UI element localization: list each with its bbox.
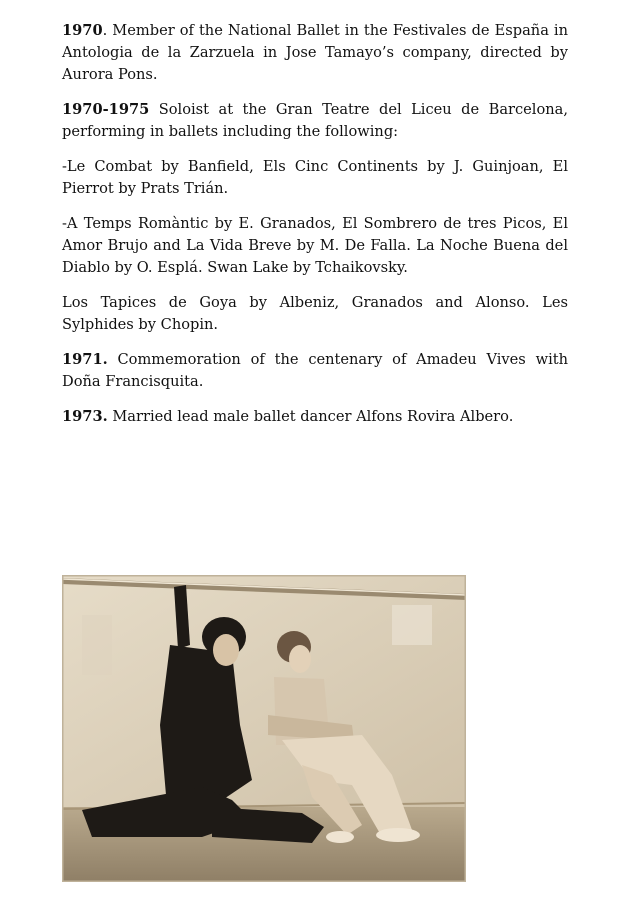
paragraph-1973 — [62, 406, 568, 428]
paragraph-text: Married lead male ballet dancer Alfons Rovira Albero. — [107, 408, 514, 425]
male-dancer-face — [213, 634, 239, 666]
document-page — [62, 20, 568, 441]
ballet-dancers-photo — [62, 575, 466, 882]
year-label: 1970 — [62, 22, 103, 39]
year-label: 1970-1975 — [62, 101, 150, 118]
paragraph-text: -A Temps Romàntic by E. Granados, El Sombrero de tres Picos, El Amor Brujo and La Vida Breve by M. De Falla. La Noche Buena del Diablo by O. Esplá. Swan Lake by Tchaikovsky. — [62, 215, 568, 276]
paragraph-text: Soloist at the Gran Teatre del Liceu de Barcelona, performing in ballets including the following: — [62, 101, 568, 140]
photo-illustration — [62, 575, 466, 882]
year-label: 1971. — [62, 351, 108, 368]
paragraph-text: . Member of the National Ballet in the Festivales de España in Antologia de la Zarzuela in Jose Tamayo’s company, directed by Aurora Pons. — [62, 22, 568, 83]
paragraph-ballets-2 — [62, 213, 568, 279]
year-label: 1973. — [62, 408, 108, 425]
paragraph-ballets-1 — [62, 156, 568, 200]
paragraph-text: Los Tapices de Goya by Albeniz, Granados and Alonso. Les Sylphides by Chopin. — [62, 294, 568, 333]
paragraph-text: Commemoration of the centenary of Amadeu Vives with Doña Francisquita. — [62, 351, 568, 390]
paragraph-1971 — [62, 349, 568, 393]
paragraph-1970-1975 — [62, 99, 568, 143]
paragraph-1970 — [62, 20, 568, 86]
paragraph-text: -Le Combat by Banfield, Els Cinc Continents by J. Guinjoan, El Pierrot by Prats Trián. — [62, 158, 568, 197]
paragraph-ballets-3 — [62, 292, 568, 336]
